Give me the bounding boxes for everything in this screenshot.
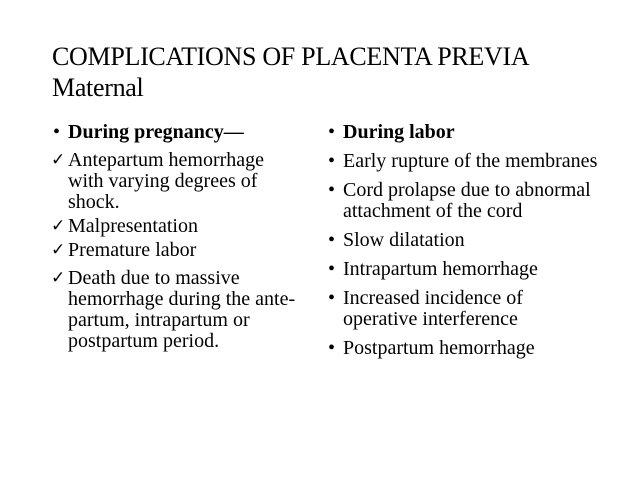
list-item [328,259,598,280]
checkmark-icon: ✓ [51,240,66,260]
list-item-text: Premature labor [68,239,197,261]
list-item-text: Slow dilatation [343,229,465,251]
list-item-text: Cord prolapse due to abnormal attachment of the cord [343,179,591,222]
bullet-marker: • [328,229,336,251]
list-item [328,180,598,222]
right-column-labor [328,122,598,367]
slide-title [52,41,622,103]
list-item [328,230,598,251]
list-item-text: Death due to massive hemorrhage during the ante-partum, intrapartum or postpartum period. [68,267,296,352]
list-item [328,338,598,359]
bullet-marker: • [328,121,336,143]
title-line-2: Maternal [52,73,144,102]
left-column-pregnancy [53,122,303,359]
bullet-marker: • [328,258,336,280]
list-item [53,216,303,237]
list-item-text: Malpresentation [68,215,198,237]
list-item [53,268,303,352]
bullet-marker: • [328,179,336,201]
list-item [53,240,303,261]
heading-during-labor: During labor [343,121,455,143]
bullet-marker: • [53,121,61,143]
list-item-text: Increased incidence of operative interference [343,287,523,330]
checkmark-icon: ✓ [51,268,66,288]
list-item-heading [328,122,598,143]
bullet-marker: • [328,287,336,309]
list-item-heading [53,122,303,143]
checkmark-icon: ✓ [51,216,66,236]
bullet-marker: • [328,150,336,172]
bullet-marker: • [328,337,336,359]
list-item-text: Postpartum hemorrhage [343,337,535,359]
list-item [53,150,303,213]
title-line-1: COMPLICATIONS OF PLACENTA PREVIA [52,42,530,71]
heading-during-pregnancy: During pregnancy— [68,121,244,143]
list-item-text: Antepartum hemorrhage with varying degrees of shock. [68,149,265,213]
list-item-text: Early rupture of the membranes [343,150,598,172]
list-item-text: Intrapartum hemorrhage [343,258,538,280]
checkmark-icon: ✓ [51,150,66,170]
list-item [328,151,598,172]
list-item [328,288,598,330]
